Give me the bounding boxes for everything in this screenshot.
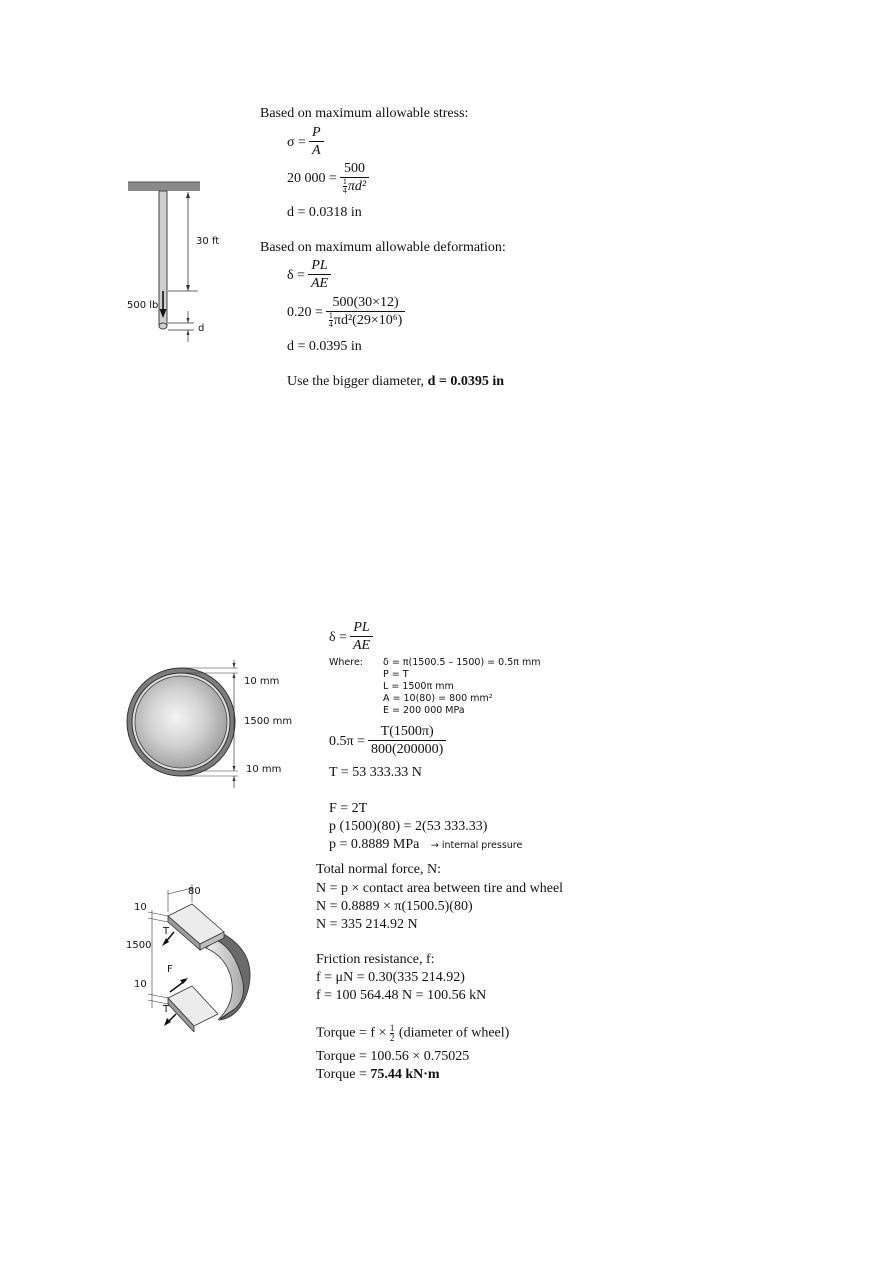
tension-top-label: T (163, 926, 170, 937)
where-list (383, 657, 541, 717)
eq-denominator: πd² (347, 179, 367, 194)
ceiling-support (128, 182, 200, 191)
half-ring-top-label: 10 (134, 902, 147, 913)
friction-heading: Friction resistance, f: (316, 952, 435, 967)
pressure-equation: p (1500)(80) = 2(53 333.33) (329, 819, 488, 834)
friction-result: f = 100 564.48 N = 100.56 kN (316, 988, 487, 1003)
eq-numerator: P (311, 125, 321, 140)
eq-denominator: AE (353, 638, 371, 653)
stress-equation-2: 20 000 = 500 $\frac{1}{4}$ πd² (287, 161, 369, 196)
normal-force-equation-1: N = p × contact area between tire and wheel (316, 881, 564, 896)
pressure-note: → internal pressure (430, 840, 523, 851)
conclusion (287, 374, 504, 390)
half-ring-bottom-label: 10 (134, 979, 147, 990)
length-label: 30 ft (196, 236, 220, 247)
tension-equation (329, 724, 446, 759)
where-item: δ = π(1500.5 – 1500) = 0.5π mm (383, 657, 541, 668)
ring-top-label: 10 mm (244, 676, 280, 687)
deformation-equation-2: 0.20 = 500(30×12) $\frac{1}{4}$ πd²(29×10⁶) (287, 295, 405, 330)
force-equation: F = 2T (329, 801, 368, 816)
eq-denominator: AE (311, 276, 329, 291)
stress-heading: Based on maximum allowable stress: (260, 106, 469, 121)
where-item: E = 200 000 MPa (383, 705, 465, 716)
eq-lhs: 0.5π = (329, 733, 365, 749)
where-label: Where: (329, 657, 364, 668)
stress-equation-1 (287, 125, 324, 160)
where-item: A = 10(80) = 800 mm² (383, 693, 493, 704)
rod-figure (120, 178, 230, 343)
pressure-result: p = 0.8889 MPa → internal pressure (329, 837, 523, 852)
eq-numerator: 500 (340, 161, 369, 178)
force-label: F (167, 964, 173, 975)
normal-force-heading: Total normal force, N: (316, 862, 441, 877)
stress-result: d = 0.0318 in (287, 205, 362, 220)
torque-equation-1: Torque = f × $\frac{1}{2}$ (diameter of wheel) (316, 1023, 510, 1043)
diameter-label: d (198, 323, 205, 334)
eq-numerator: 500(30×12) (326, 295, 405, 312)
half-ring-figure (130, 882, 260, 1032)
deformation-result: d = 0.0395 in (287, 339, 362, 354)
eq-lhs: 20 000 = (287, 170, 337, 186)
friction-equation: f = μN = 0.30(335 214.92) (316, 970, 465, 985)
eq-denominator: πd²(29×10⁶) (333, 313, 403, 328)
eq-lhs: δ = (329, 629, 347, 645)
eq-numerator: PL (311, 258, 328, 273)
width-label: 80 (188, 886, 201, 897)
eq-lhs: δ = (287, 267, 305, 283)
half-ring-diameter-label: 1500 (126, 940, 152, 951)
load-label: 500 lb (127, 300, 159, 311)
eq-numerator: PL (353, 620, 370, 635)
where-item: P = T (383, 669, 409, 680)
torque-value: 75.44 kN·m (370, 1067, 440, 1082)
delta-equation (329, 620, 373, 655)
tension-bottom-label: T (163, 1004, 170, 1015)
where-item: L = 1500π mm (383, 681, 454, 692)
conclusion-text: Use the bigger diameter, (287, 374, 425, 389)
ring-figure (120, 660, 250, 790)
ring-diameter-label: 1500 mm (244, 716, 293, 727)
ring-bottom-label: 10 mm (246, 764, 282, 775)
normal-force-result: N = 335 214.92 N (316, 917, 418, 932)
eq-lhs: σ = (287, 134, 306, 150)
eq-denominator: 800(200000) (370, 742, 444, 757)
conclusion-value: d = 0.0395 in (427, 374, 505, 389)
torque-result: Torque = 75.44 kN·m (316, 1067, 440, 1082)
eq-lhs: 0.20 = (287, 304, 323, 320)
eq-numerator: T(1500π) (368, 724, 446, 741)
tension-result: T = 53 333.33 N (329, 765, 422, 780)
normal-force-equation-2: N = 0.8889 × π(1500.5)(80) (316, 899, 473, 914)
deformation-heading: Based on maximum allowable deformation: (260, 240, 506, 255)
deformation-equation-1 (287, 258, 331, 293)
torque-equation-2: Torque = 100.56 × 0.75025 (316, 1049, 470, 1064)
eq-denominator: A (311, 143, 321, 158)
